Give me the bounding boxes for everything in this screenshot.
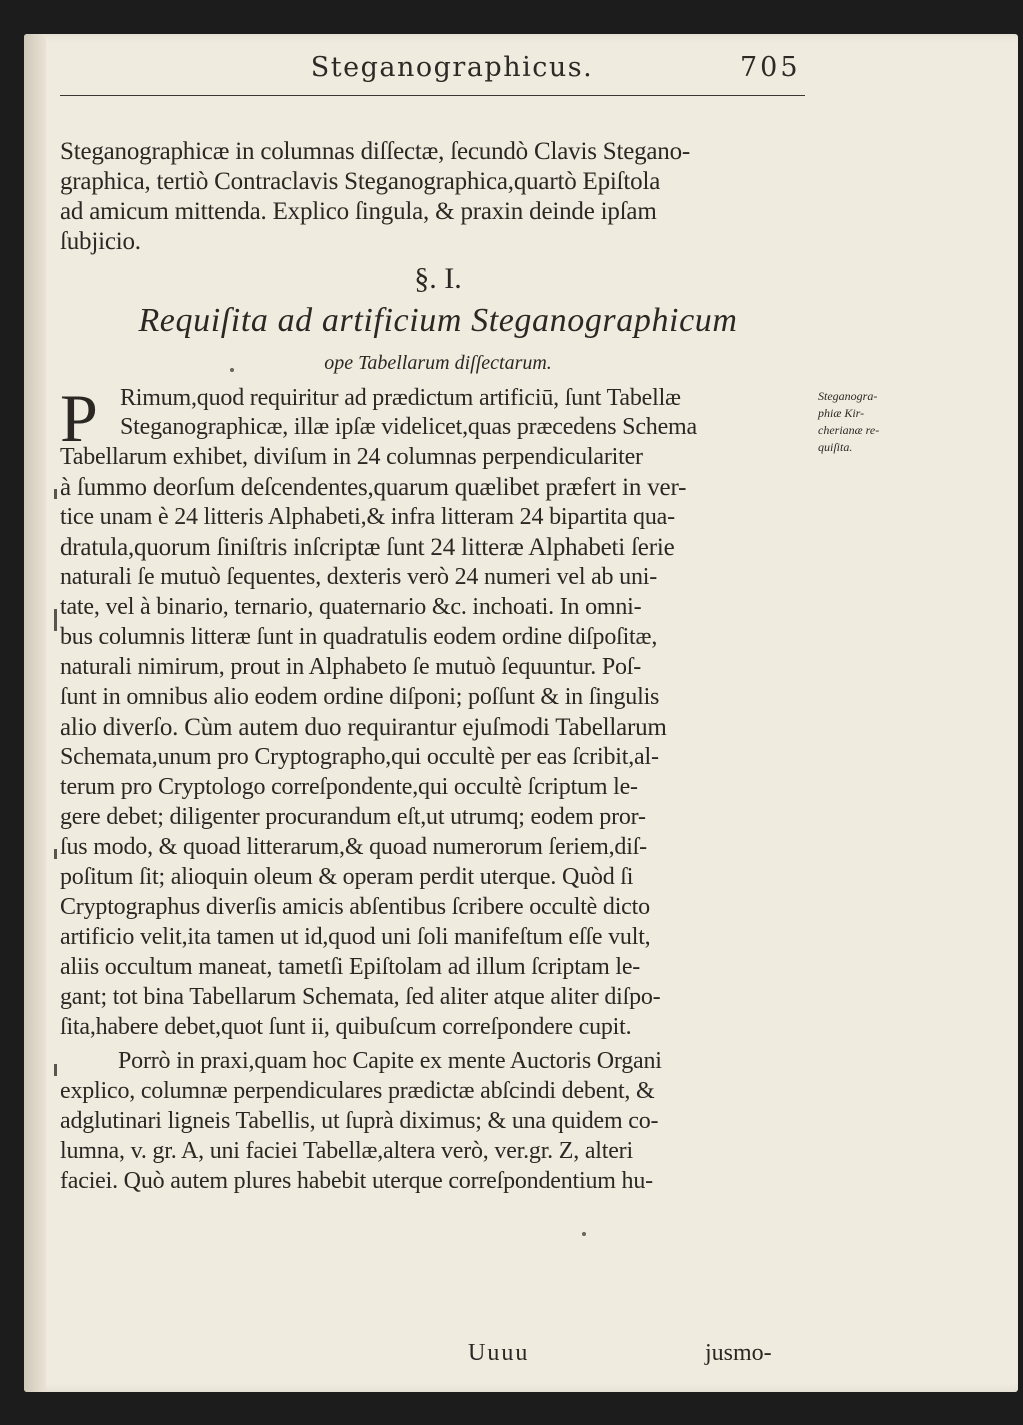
margin-note-line: cherianæ re- <box>818 423 880 437</box>
text-line: à ſummo deorſum deſcendentes,quarum quælibet præfert in ver- <box>60 474 687 501</box>
text-line: Tabellarum exhibet, diviſum in 24 columnas perpendiculariter <box>60 444 643 470</box>
margin-note-line: phiæ Kir- <box>818 406 865 420</box>
page-gutter <box>24 34 46 1392</box>
text-line: ſus modo, & quoad litterarum,& quoad numerorum ſeriem,diſ- <box>60 834 647 860</box>
text-line: ſubjicio. <box>60 228 141 255</box>
text-line: faciei. Quò autem plures habebit uterque correſpondentium hu- <box>60 1168 653 1194</box>
text-line: graphica, tertiò Contraclavis Steganographica,quartò Epiſtola <box>60 168 661 195</box>
text-line: terum pro Cryptologo correſpondente,qui occultè ſcriptum le- <box>60 774 638 800</box>
text-line: Schemata,unum pro Cryptographo,qui occultè per eas ſcribit,al- <box>60 744 659 770</box>
text-line: ſita,habere debet,quot ſunt ii, quibuſcum correſpondere cupit. <box>60 1014 632 1040</box>
text-line: adglutinari ligneis Tabellis, ut ſuprà diximus; & una quidem co- <box>60 1108 659 1134</box>
text-line: aliis occultum maneat, tametſi Epiſtolam ad illum ſcriptam le- <box>60 954 641 980</box>
text-line: explico, columnæ perpendiculares prædictæ abſcindi debent, & <box>60 1078 655 1104</box>
text-line: naturali nimirum, prout in Alphabeto ſe mutuò ſequuntur. Poſ- <box>60 654 642 680</box>
text-line: bus columnis litteræ ſunt in quadratulis eodem ordine diſpoſitæ, <box>60 624 658 650</box>
ink-speck <box>582 1232 586 1236</box>
catchword: jusmo- <box>705 1340 772 1366</box>
text-line: lumna, v. gr. A, uni faciei Tabellæ,altera verò, ver.gr. Z, alteri <box>60 1138 633 1164</box>
margin-note-line: quiſita. <box>818 440 853 454</box>
section-mark: §. I. <box>414 262 462 295</box>
text-line: tate, vel à binario, ternario, quaternario &c. inchoati. In omni- <box>60 594 642 620</box>
margin-note <box>818 388 884 456</box>
section-title: Requiſita ad artificium Steganographicum <box>138 302 738 339</box>
running-title: Steganographicus. <box>310 52 594 83</box>
signature-mark: Uuuu <box>468 1340 530 1366</box>
ink-speck <box>230 368 234 372</box>
page-number: 705 <box>740 52 801 83</box>
text-line: ſunt in omnibus alio eodem ordine diſponi; poſſunt & in ſingulis <box>60 684 660 710</box>
text-line: gere debet; diligenter procurandum eſt,ut utrumq; eodem pror- <box>60 804 646 830</box>
text-line: Porrò in praxi,quam hoc Capite ex mente Auctoris Organi <box>118 1048 662 1074</box>
text-line: Rimum,quod requiritur ad prædictum artificiū, ſunt Tabellæ <box>120 385 681 411</box>
text-line: Steganographicæ in columnas diſſectæ, ſecundò Clavis Stegano- <box>60 138 691 165</box>
text-line: tice unam è 24 litteris Alphabeti,& infra litteram 24 bipartita qua- <box>60 504 675 530</box>
text-line: Cryptographus diverſis amicis abſentibus ſcribere occultè dicto <box>60 894 650 920</box>
text-line: poſitum ſit; alioquin oleum & operam perdit uterque. Quòd ſi <box>60 864 634 890</box>
section-subtitle: ope Tabellarum diſſectarum. <box>324 352 552 374</box>
header-rule <box>60 95 805 96</box>
text-line: dratula,quorum ſiniſtris inſcriptæ ſunt 24 litteræ Alphabeti ſerie <box>60 534 675 561</box>
drop-capital: P <box>60 380 98 456</box>
text-line: naturali ſe mutuò ſequentes, dexteris verò 24 numeri vel ab uni- <box>60 564 658 590</box>
text-line: artificio velit,ita tamen ut id,quod uni ſoli manifeſtum eſſe vult, <box>60 924 651 950</box>
text-line: alio diverſo. Cùm autem duo requirantur ejuſmodi Tabellarum <box>60 714 667 741</box>
text-line: Steganographicæ, illæ ipſæ videlicet,quas præcedens Schema <box>120 414 697 440</box>
margin-note-line: Steganogra- <box>818 389 878 403</box>
text-line: gant; tot bina Tabellarum Schemata, ſed aliter atque aliter diſpo- <box>60 984 661 1010</box>
edge-mark <box>54 849 57 859</box>
edge-mark <box>54 609 57 631</box>
edge-mark <box>54 489 57 499</box>
text-line: ad amicum mittenda. Explico ſingula, & praxin deinde ipſam <box>60 198 657 225</box>
edge-mark <box>54 1064 57 1076</box>
